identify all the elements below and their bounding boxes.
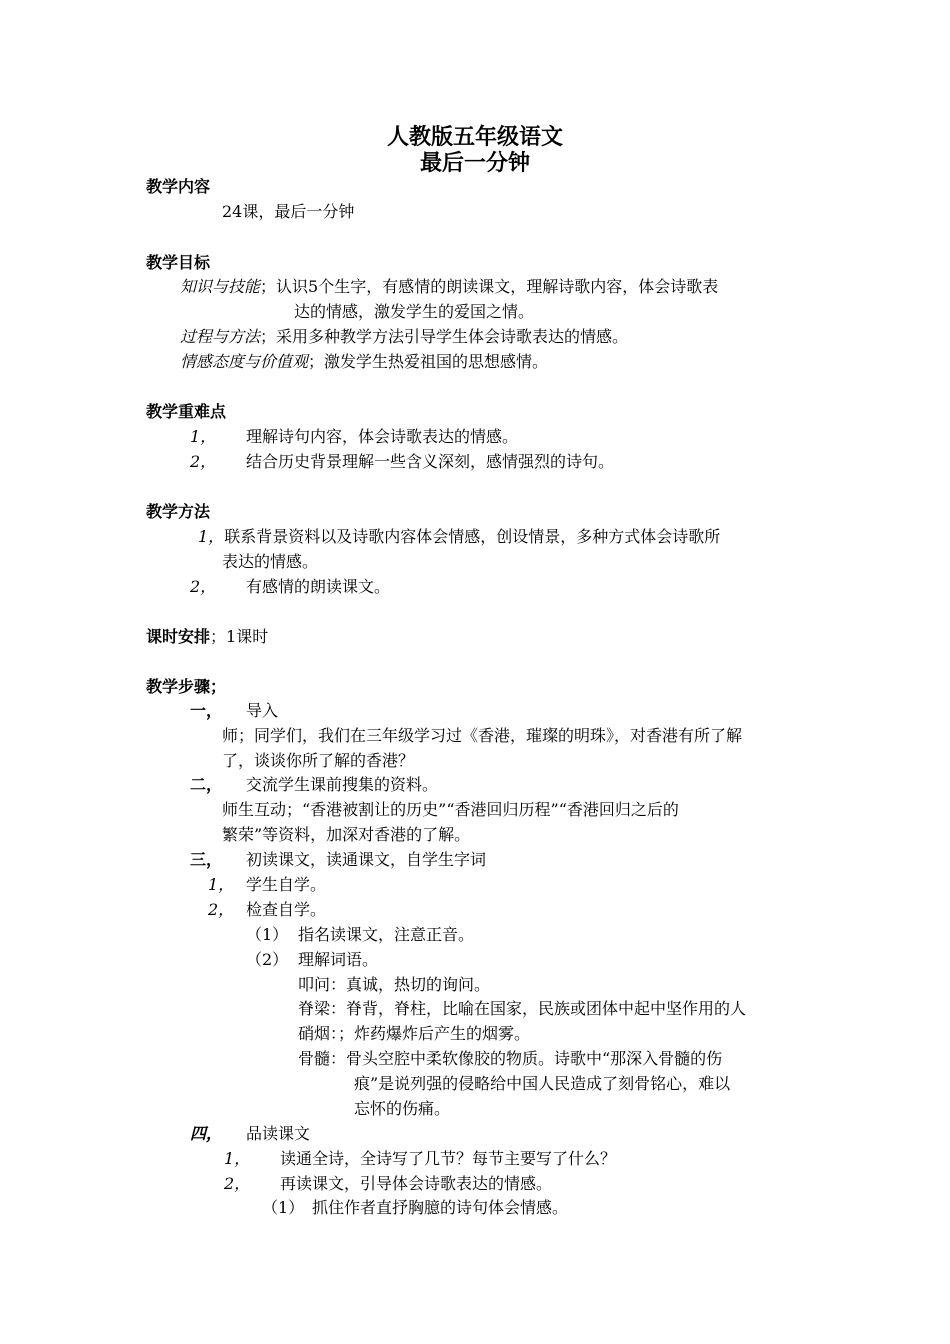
doc-subtitle: 最后一分钟 [419, 151, 530, 176]
vocab-4-cont-1: 痕”是说列强的侵略给中国人民造成了刻骨铭心，难以 [354, 1074, 731, 1093]
step-4-number: 四， [190, 1124, 223, 1143]
step-2-text-cont: 繁荣”等资料，加深对香港的了解。 [222, 825, 471, 844]
goal-emotion-text: ；激发学生热爱祖国的思想感情。 [308, 352, 549, 371]
section-heading-keypoints: 教学重难点 [146, 402, 227, 421]
step-2-text: 师生互动；“香港被割让的历史”“香港回归历程”“香港回归之后的 [222, 800, 679, 819]
step-3-sub-1-text: 指名读课文，注意正音。 [298, 925, 475, 944]
step-4-sub-1-number: （1） [262, 1198, 305, 1217]
vocab-4: 骨髓：骨头空腔中柔软像胶的物质。诗歌中“那深入骨髓的伤 [298, 1049, 723, 1068]
vocab-2: 脊梁：脊背，脊柱，比喻在国家，民族或团体中起中坚作用的人 [298, 999, 747, 1018]
section-heading-schedule: 课时安排 [146, 627, 211, 646]
schedule-text: ；1课时 [210, 627, 269, 646]
content-text: 24课，最后一分钟 [222, 202, 355, 221]
keypoint-1-number: 1， [190, 427, 217, 446]
goal-process [180, 326, 628, 348]
method-2-number: 2， [190, 577, 217, 596]
goal-process-label: 过程与方法 [180, 327, 261, 346]
doc-title: 人教版五年级语文 [386, 125, 563, 150]
section-heading-content: 教学内容 [146, 177, 211, 196]
step-2-title: 交流学生课前搜集的资料。 [246, 775, 439, 794]
step-4-title: 品读课文 [246, 1124, 311, 1143]
section-heading-goals: 教学目标 [146, 253, 211, 272]
step-4-item-1-text: 读通全诗，全诗写了几节？每节主要写了什么？ [280, 1149, 617, 1168]
step-3-sub-2-text: 理解词语。 [298, 950, 379, 969]
method-2-text: 有感情的朗读课文。 [246, 577, 391, 596]
step-3-sub-1-number: （1） [246, 925, 289, 944]
step-3-number: 三， [190, 850, 223, 869]
step-3-item-2-number: 2， [208, 900, 235, 919]
goal-knowledge-cont: 达的情感，激发学生的爱国之情。 [294, 302, 535, 321]
step-4-sub-1-text: 抓住作者直抒胸臆的诗句体会情感。 [312, 1198, 569, 1217]
keypoint-1-text: 理解诗句内容，体会诗歌表达的情感。 [246, 427, 519, 446]
step-3-item-1-text: 学生自学。 [246, 875, 327, 894]
step-4-item-2-number: 2， [224, 1174, 251, 1193]
step-3-sub-2-number: （2） [246, 950, 289, 969]
vocab-1: 叩问：真诚，热切的询问。 [298, 975, 491, 994]
method-1-number: 1， [198, 527, 225, 546]
step-1-text-cont: 了，谈谈你所了解的香港？ [222, 751, 415, 770]
method-1-text: 联系背景资料以及诗歌内容体会情感，创设情景，多种方式体会诗歌所 [224, 527, 721, 546]
step-1-title: 导入 [246, 701, 279, 720]
method-1 [198, 526, 720, 548]
goal-knowledge-label: 知识与技能 [180, 277, 261, 296]
keypoint-2-text: 结合历史背景理解一些含义深刻，感情强烈的诗句。 [246, 452, 615, 471]
section-heading-steps: 教学步骤； [146, 677, 227, 696]
goal-knowledge-text: ；认识5个生字，有感情的朗读课文，理解诗歌内容，体会诗歌表 [260, 277, 719, 296]
schedule-line [146, 626, 268, 648]
section-heading-methods: 教学方法 [146, 502, 211, 521]
vocab-3: 硝烟：；炸药爆炸后产生的烟雾。 [298, 1024, 531, 1043]
goal-process-text: ；采用多种教学方法引导学生体会诗歌表达的情感。 [260, 327, 629, 346]
goal-knowledge [180, 276, 718, 298]
keypoint-2-number: 2， [190, 452, 217, 471]
step-4-item-2-text: 再读课文，引导体会诗歌表达的情感。 [280, 1174, 553, 1193]
step-3-item-1-number: 1， [208, 875, 235, 894]
goal-emotion-label: 情感态度与价值观 [180, 352, 309, 371]
goal-emotion [180, 351, 548, 373]
step-1-text: 师；同学们，我们在三年级学习过《香港，璀璨的明珠》，对香港有所了解 [222, 726, 743, 745]
vocab-4-cont-2: 忘怀的伤痛。 [354, 1099, 451, 1118]
step-3-title: 初读课文，读通课文，自学生字词 [246, 850, 487, 869]
method-1-cont: 表达的情感。 [222, 552, 319, 571]
step-4-item-1-number: 1， [224, 1149, 251, 1168]
step-3-item-2-text: 检查自学。 [246, 900, 327, 919]
step-2-number: 二， [190, 775, 223, 794]
step-1-number: 一， [190, 701, 223, 720]
